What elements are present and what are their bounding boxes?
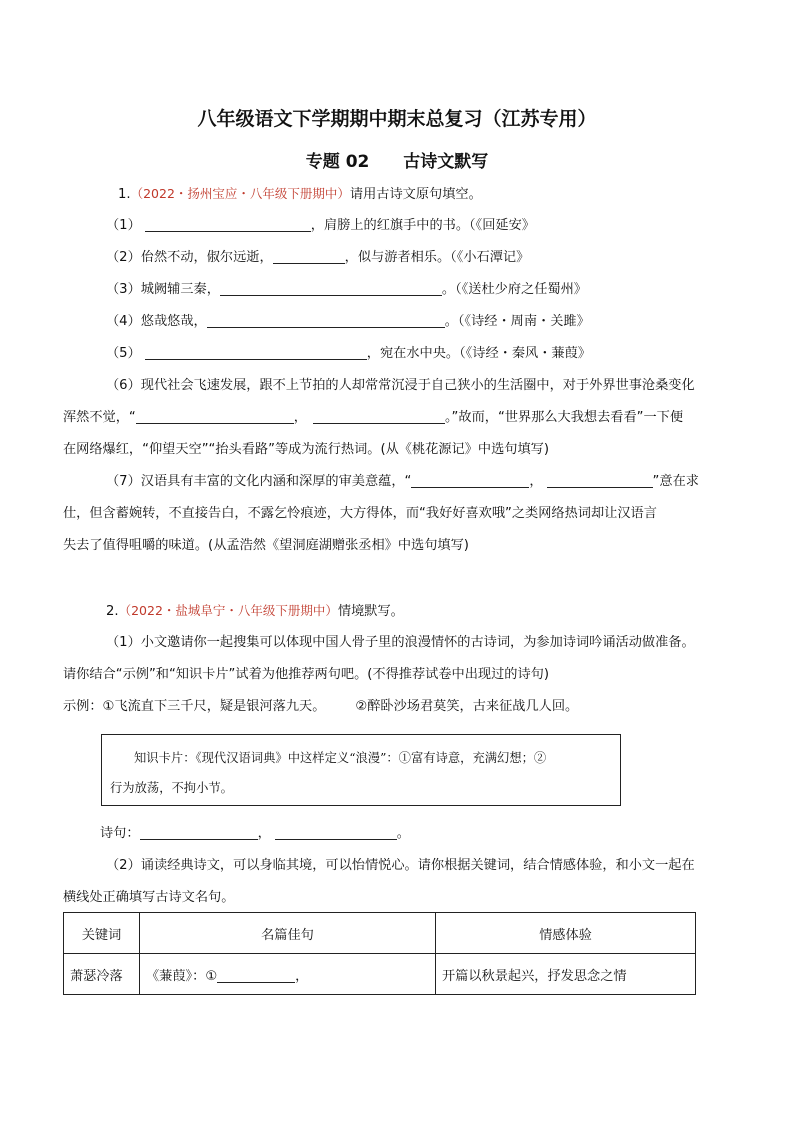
fill-blank[interactable] [220,281,442,296]
table-header: 名篇佳句 [140,913,436,954]
example-b: ②醉卧沙场君莫笑，古来征战几人回。 [355,699,579,714]
item-text: ，似与游者相乐。（《小石潭记》 [344,250,530,265]
knowledge-card [101,734,621,806]
card-line-1: 知识卡片：《现代汉语词典》中这样定义“浪漫”：①富有诗意，充满幻想；② [134,751,547,765]
item-label: （4） [106,314,141,329]
subtitle-topic: 专题 02 [305,152,370,172]
fill-blank[interactable] [136,409,294,424]
table-row [64,954,696,995]
fill-blank[interactable] [411,473,529,488]
page-title: 八年级语文下学期期中期末总复习（江苏专用） [197,108,597,130]
answer-label: 诗句： [100,826,140,841]
item-text: 。 [396,826,410,841]
item-label: （2） [106,250,141,265]
item-text: 悠哉悠哉， [140,314,207,329]
q2-instruction: 情境默写。 [337,604,404,619]
verse-text: 《蒹葭》：① [146,968,218,984]
item-text: 。”故而，“世界那么大我想去看看”一下便 [444,410,684,425]
item-label: （6） [106,378,141,393]
q2-p1-line2: 请你结合“示例”和“知识卡片”试着为他推荐两句吧。(不得推荐试卷中出现过的诗句) [63,667,549,682]
q1-source: （2022・扬州宝应・八年级下册期中） [130,186,350,201]
item-text: 现代社会飞速发展，跟不上节拍的人却常常沉浸于自己狭小的生活圈中，对于外界世事沧桑变化 [140,378,695,393]
q2-header [106,602,404,621]
item-label: （7） [106,474,141,489]
item-label: （1） [106,218,141,233]
item-text: 城阙辅三秦， [140,282,220,297]
fill-blank[interactable] [547,473,653,488]
q1-item-7-line1 [106,473,699,491]
item-text: ，肩膀上的红旗手中的书。（《回延安》 [310,218,535,233]
fill-blank[interactable] [217,968,295,983]
keyword-cell: 萧瑟冷落 [64,954,140,995]
fill-blank[interactable] [273,249,345,264]
fill-blank[interactable] [140,825,258,840]
q2-p1-line1: （1）小文邀请你一起搜集可以体现中国人骨子里的浪漫情怀的古诗词，为参加诗词吟诵活动做准备。 [106,635,695,650]
item-text: ， [257,826,271,841]
q2-example [63,698,578,716]
fill-blank[interactable] [145,217,311,232]
item-text: 。（《诗经・周南・关雎》 [444,314,590,329]
q1-item-2 [106,249,529,267]
q1-item-4 [106,313,590,331]
fill-blank[interactable] [275,825,397,840]
q2-p2-line1: （2）诵读经典诗文，可以身临其境，可以怡情悦心。请你根据关键词，结合情感体验，和小文一起在 [106,858,695,873]
q2-source: （2022・盐城阜宁・八年级下册期中） [118,603,338,618]
fill-blank[interactable] [145,345,367,360]
q2-answer-line [100,825,410,843]
example-a: 示例：①飞流直下三千尺，疑是银河落九天。 [63,699,326,714]
q1-item-7-line2: 仕，但含蓄婉转，不直接告白，不露乞怜痕迹，大方得体，而“我好好喜欢哦”之类网络热词却让汉语言 [63,506,657,521]
keyword-table [63,912,696,995]
card-line-2: 行为放荡，不拘小节。 [110,781,233,795]
item-text: 汉语具有丰富的文化内涵和深厚的审美意蕴，“ [140,474,412,489]
q1-item-6-line1 [106,377,695,395]
q1-item-6-line3: 在网络爆红，“仰望天空”“抬头看路”等成为流行热词。(从《桃花源记》中选句填写) [63,442,549,457]
emotion-cell: 开篇以秋景起兴，抒发思念之情 [436,954,696,995]
page-subtitle [0,147,794,172]
item-text: ，宛在水中央。（《诗经・秦风・蒹葭》 [366,346,591,361]
item-text: 浑然不觉，“ [63,410,136,425]
item-text: 。（《送杜少府之任蜀州》 [441,282,587,297]
q2-number: 2. [106,604,119,619]
item-text: 佁然不动，俶尔远逝， [140,250,273,265]
q2-p2-line2: 横线处正确填写古诗文名句。 [63,890,235,905]
q1-item-5 [106,345,591,363]
table-header: 关键词 [64,913,140,954]
item-text: ”意在求 [652,474,699,489]
verse-text: ， [295,968,309,984]
q1-instruction: 请用古诗文原句填空。 [349,187,482,202]
item-label: （5） [106,346,141,361]
q1-item-6-line2 [63,409,683,427]
item-text: ， [529,474,543,489]
table-header: 情感体验 [436,913,696,954]
table-header-row [64,913,696,954]
verse-cell [140,954,436,995]
subtitle-name: 古诗文默写 [403,152,489,172]
fill-blank[interactable] [313,409,445,424]
item-label: （3） [106,282,141,297]
q1-number: 1. [118,187,131,202]
q1-item-3 [106,281,587,299]
q1-item-1 [106,217,535,235]
q1-header [118,185,482,204]
item-text: ， [293,410,307,425]
fill-blank[interactable] [207,313,445,328]
q1-item-7-line3: 失去了值得咀嚼的味道。(从孟浩然《望洞庭湖赠张丞相》中选句填写) [63,538,469,553]
